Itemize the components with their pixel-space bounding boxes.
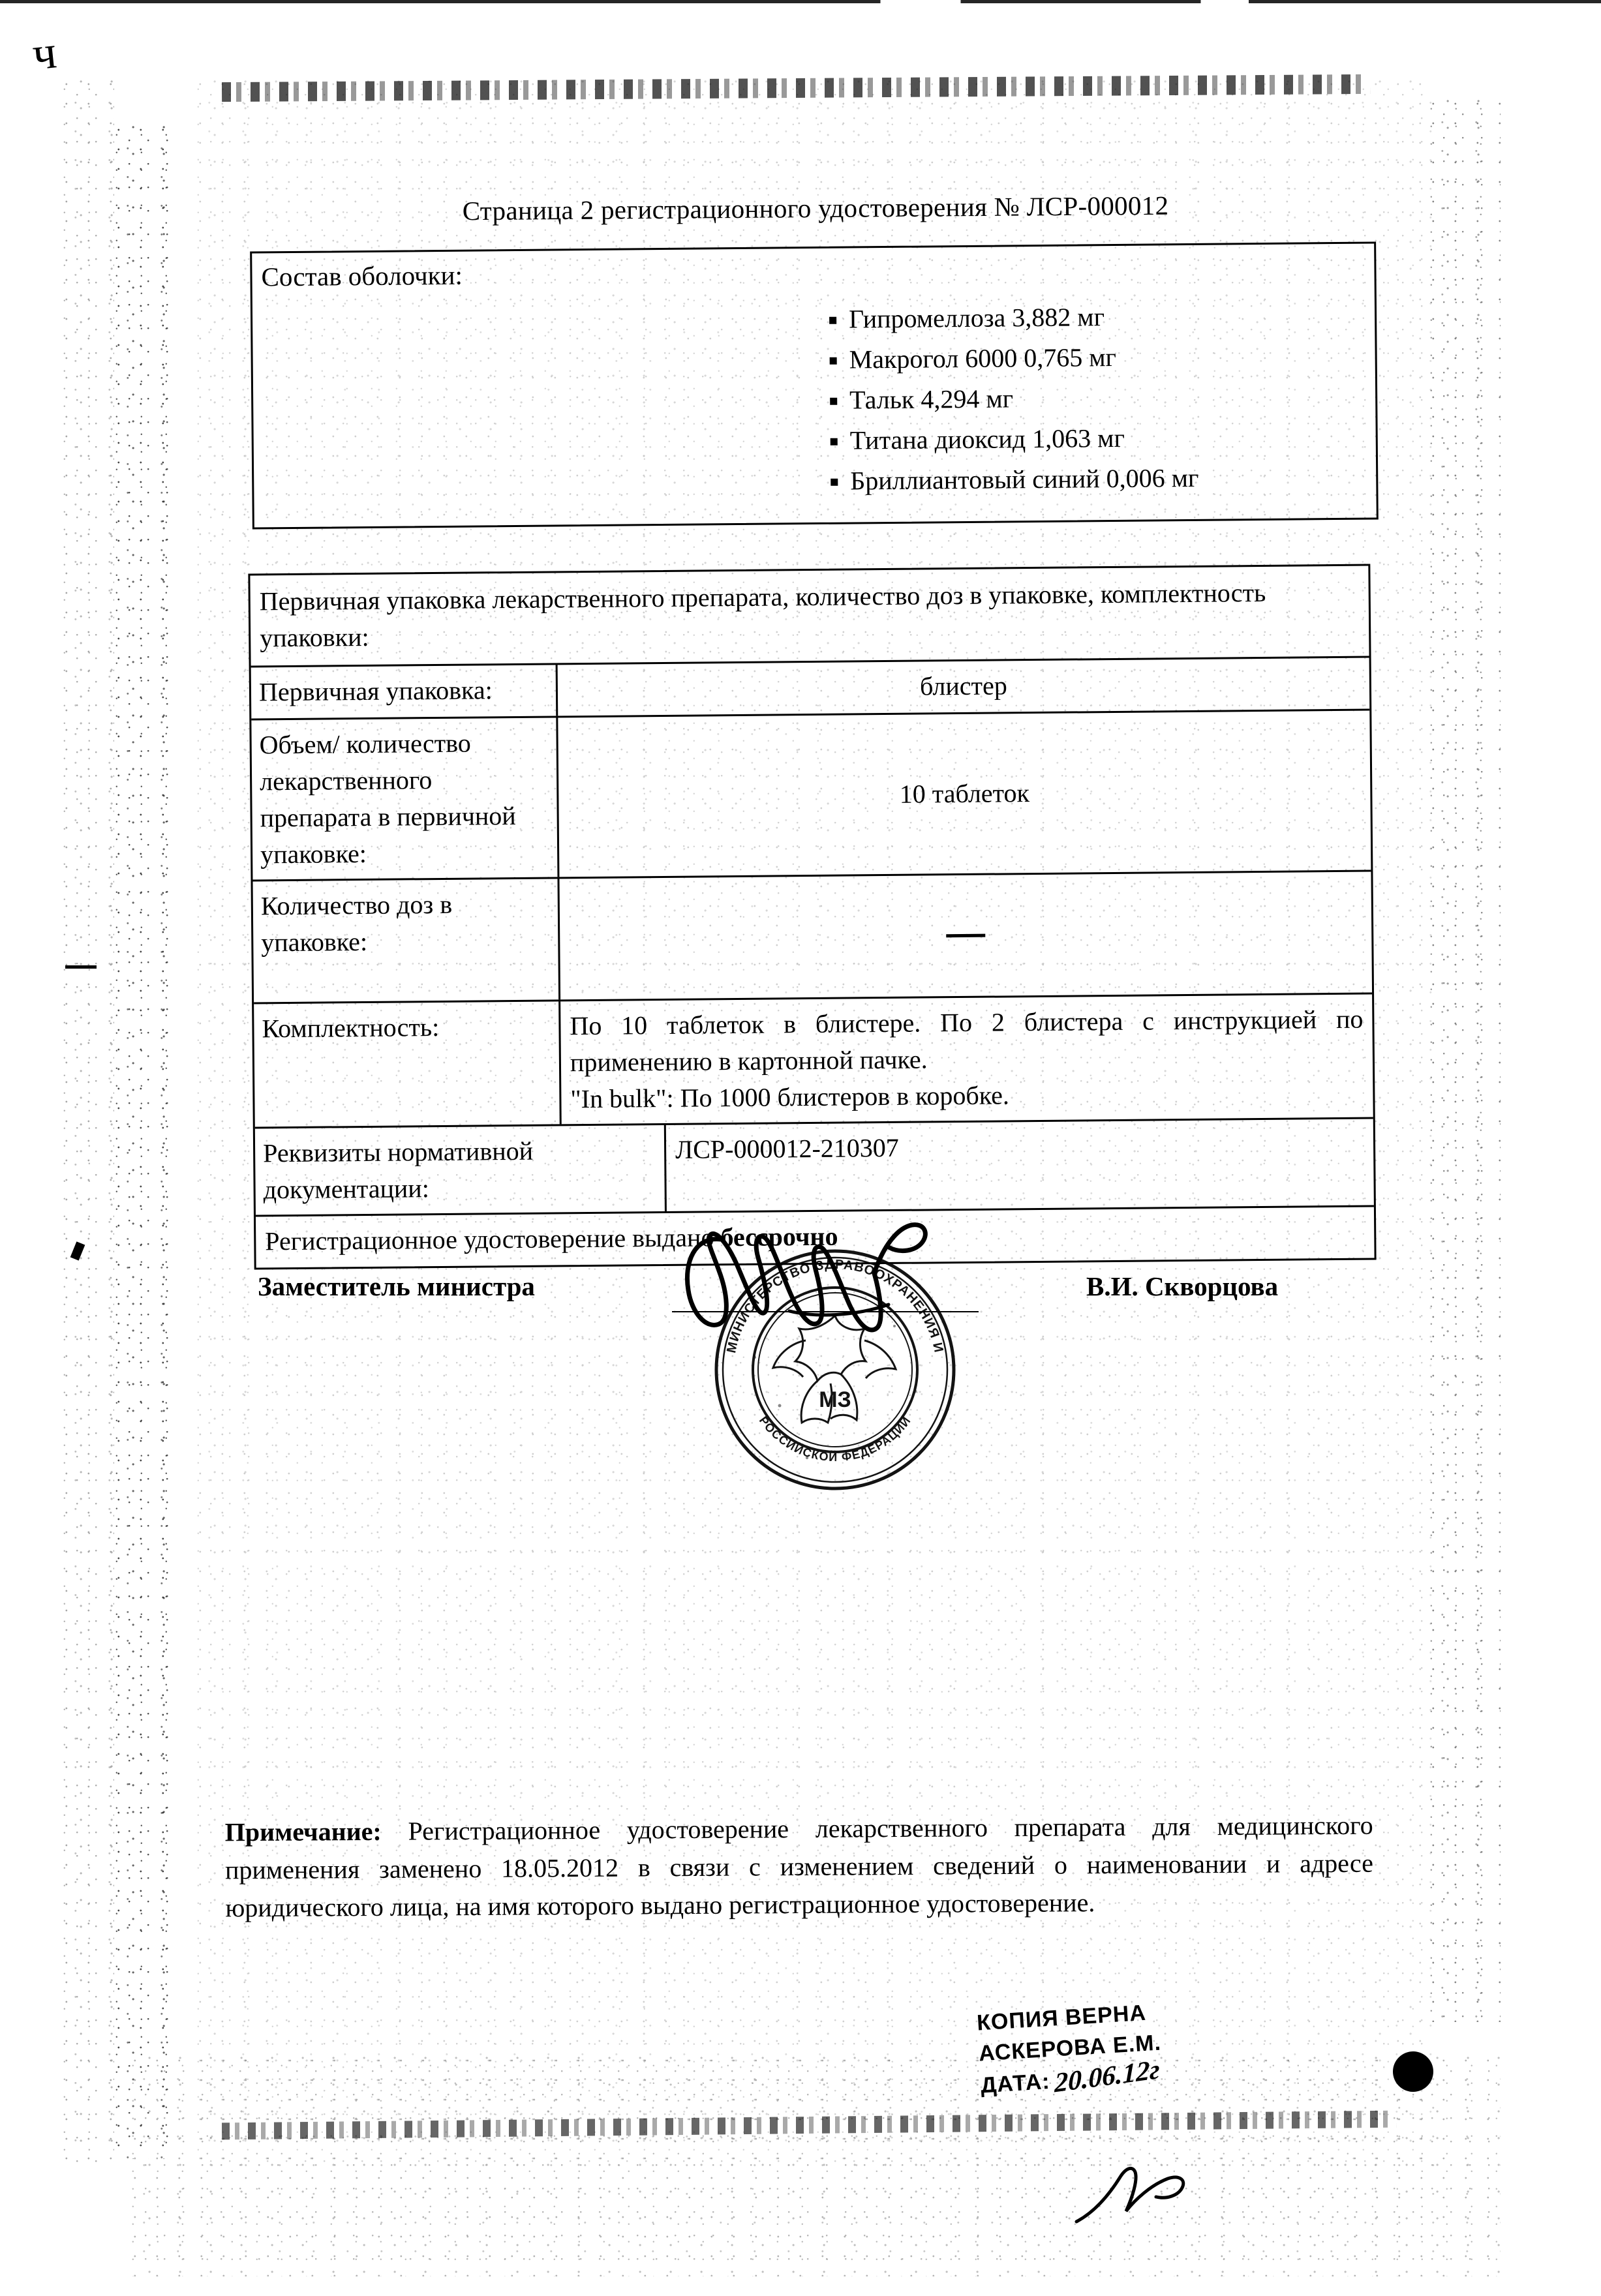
- note-text: Регистрационное удостоверение лекарственного препарата для медицинского применения заменено 18.05.2012 в связи с изменением сведений о наименовании и адресе юридического лица, на имя которого выдано регистрационное удостоверение.: [224, 1810, 1374, 1923]
- signatory-position: Заместитель министра: [258, 1271, 535, 1301]
- primary-packaging-label: Первичная упаковка:: [251, 665, 558, 718]
- official-round-stamp: [708, 1243, 962, 1497]
- validity-term: бессрочно: [720, 1221, 838, 1252]
- primary-packaging-value: блистер: [919, 671, 1007, 701]
- empty-value-dash: [946, 934, 985, 938]
- coating-composition-box: [250, 241, 1379, 529]
- list-item: Титана диоксид 1,063 мг: [827, 417, 1198, 461]
- coating-composition-title: Состав оболочки:: [261, 260, 463, 292]
- table-row: [251, 711, 1371, 882]
- packaging-table-heading: Первичная упаковка лекарственного препарата, количество доз в упаковке, комплектность упаковки:: [250, 566, 1369, 668]
- certification-date-label: ДАТА:: [980, 2068, 1051, 2098]
- signature-rule: [672, 1311, 979, 1312]
- note-paragraph: [224, 1807, 1373, 1927]
- certification-date-value: 20.06.12г: [1054, 2054, 1160, 2099]
- list-item: Макрогол 6000 0,765 мг: [827, 337, 1198, 380]
- note-label: Примечание:: [224, 1816, 382, 1847]
- table-row: [255, 1119, 1374, 1217]
- completeness-value: По 10 таблеток в блистере. По 2 блистера с инструкцией по применению в картонной пачке. "In bulk": По 1000 блистеров в коробке.: [570, 1004, 1364, 1114]
- svg-text:МЗ: МЗ: [819, 1387, 851, 1412]
- dose-count-value: [559, 872, 1372, 1000]
- copy-certification-stamp: [976, 1997, 1164, 2102]
- table-row: [252, 872, 1372, 1004]
- certifier-name: АСКЕРОВА Е.М.: [978, 2030, 1162, 2066]
- table-row: [251, 658, 1370, 721]
- normative-docs-value: ЛСР-000012-210307: [675, 1132, 899, 1164]
- packaging-table: [248, 564, 1376, 1270]
- page-header: Страница 2 регистрационного удостоверения № ЛСР-000012: [462, 190, 1169, 226]
- svg-text:РОССИЙСКОЙ ФЕДЕРАЦИИ: РОССИЙСКОЙ ФЕДЕРАЦИИ: [756, 1413, 914, 1464]
- copy-certified-line: КОПИЯ ВЕРНА: [976, 2000, 1147, 2036]
- volume-quantity-value: 10 таблеток: [899, 778, 1030, 809]
- volume-quantity-label: Объем/ количество лекарственного препарата в первичной упаковке:: [251, 718, 559, 879]
- list-item: Гипромеллоза 3,882 мг: [827, 296, 1198, 340]
- ingredient-list: [827, 296, 1199, 502]
- completeness-label: Комплектность:: [254, 1001, 562, 1126]
- list-item: Тальк 4,294 мг: [827, 377, 1198, 421]
- dose-count-label: Количество доз в упаковке:: [252, 879, 560, 1002]
- handwritten-corner-mark: ч: [29, 25, 59, 80]
- list-item: Бриллиантовый синий 0,006 мг: [828, 458, 1199, 502]
- signatory-name: В.И. Скворцова: [1086, 1271, 1279, 1301]
- certifier-signature: [1070, 2159, 1213, 2231]
- validity-prefix: Регистрационное удостоверение выдано: [265, 1222, 721, 1256]
- validity-statement: [256, 1207, 1375, 1268]
- table-row: [254, 995, 1373, 1129]
- normative-docs-label: Реквизиты нормативной документации:: [255, 1125, 667, 1215]
- svg-text:МИНИСТЕРСТВО ЗДРАВООХРАНЕНИЯ И: МИНИСТЕРСТВО ЗДРАВООХРАНЕНИЯ И: [724, 1257, 946, 1355]
